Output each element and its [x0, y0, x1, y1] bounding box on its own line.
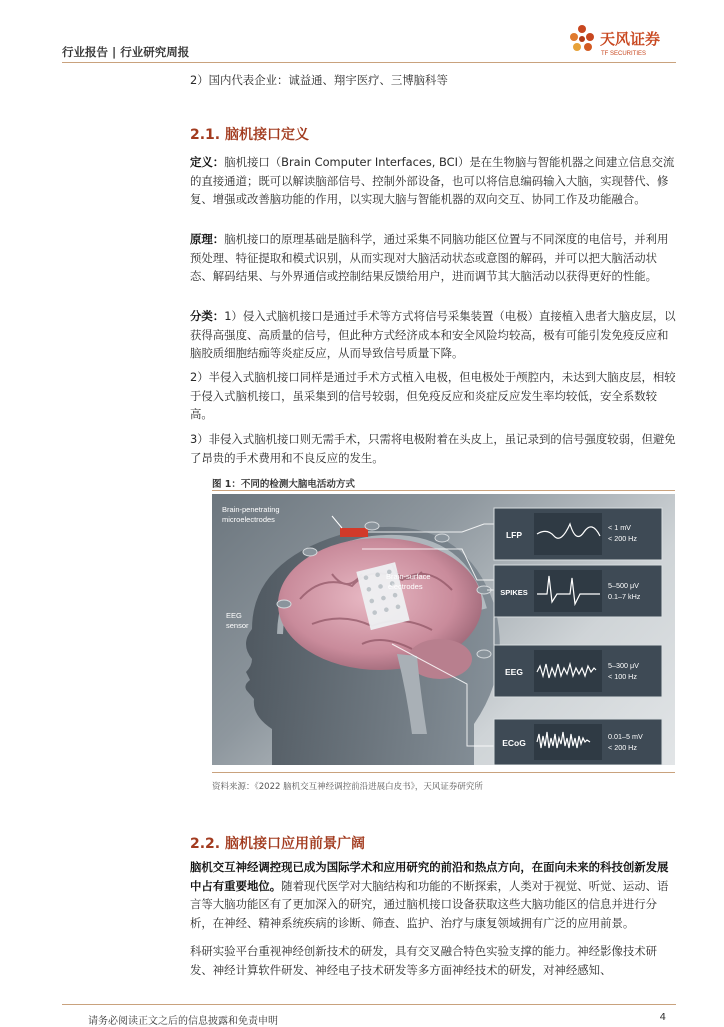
- principle-paragraph: [190, 230, 676, 286]
- signal-name-eeg: EEG: [505, 667, 523, 677]
- label-microelectrodes-2: microelectrodes: [222, 515, 275, 524]
- flower-icon: [570, 25, 594, 51]
- definition-label: 定义：: [190, 155, 225, 169]
- section-title-2-2: 2.2. 脑机接口应用前景广阔: [190, 836, 365, 852]
- non-invasive-paragraph: 3）非侵入式脑机接口则无需手术，只需将电极附着在头皮上，虽记录到的信号强度较弱，但避免了昂贵的手术费用和不良反应的发生。: [190, 432, 676, 465]
- signal-name-ecog: ECoG: [502, 738, 526, 748]
- principle-text: 脑机接口的原理基础是脑科学，通过采集不同脑功能区位置与不同深度的电信号，并利用预处理、特征提取和模式识别，从而实现对大脑活动状态或意图的解码，并可以把大脑活动状态、解码结果、与外界通信或控制结果反馈给用户，进而调节其大脑活动以获得更好的性能。: [190, 232, 669, 283]
- application-paragraph: [190, 858, 676, 932]
- label-eeg-sensor-1: EEG: [226, 611, 242, 620]
- brand-en: TF SECURITIES: [601, 51, 647, 57]
- signal-name-lfp: LFP: [505, 530, 523, 540]
- application-text: 随着现代医学对大脑结构和功能的不断探索，人类对于视觉、听觉、运动、语言等大脑功能区有了更加深入的研究，通过脑机接口设备获取这些大脑功能区的信息并进行分析，在神经、精神系统疾病的诊断、筛查、监护、治疗与康复领域拥有广泛的应用前景。: [190, 878, 669, 930]
- classification-text: 1）侵入式脑机接口是通过手术等方式将信号采集装置（电极）直接植入患者大脑皮层，以获得高强度、高质量的信号，但此种方式经济成本和安全风险均较高，极有可能引发免疫反应和脑胶质细胞结痂等炎症反应，从而导致信号质量下降。: [190, 309, 676, 360]
- figure-top-rule: [212, 490, 675, 491]
- figure-illustration: [212, 494, 675, 765]
- footer-divider: [62, 1004, 676, 1005]
- definition-text: 脑机接口（Brain Computer Interfaces, BCI）是在生物脑与智能机器之间建立信息交流的直接通道；既可以解读脑部信号、控制外部设备，也可以将信息编码输入大脑，实现替代、修复、增强或改善脑功能的作用，以实现大脑与智能机器的双向交互、协同工作及功能融合。: [190, 155, 675, 206]
- label-surface-2: electrodes: [388, 582, 423, 591]
- page-number: 4: [659, 1012, 666, 1023]
- figure-source: 资料来源：《2022 脑机交互神经调控前沿进展白皮书》，天风证券研究所: [212, 782, 483, 792]
- spikes-spec-2: 0.1–7 kHz: [608, 592, 641, 601]
- eeg-spec-1: 5–300 μV: [608, 661, 639, 670]
- label-surface-1: Brain-surface: [386, 572, 431, 581]
- figure-caption: 图 1：不同的检测大脑电活动方式: [212, 479, 355, 490]
- header-divider: [62, 62, 676, 63]
- semi-invasive-paragraph: 2）半侵入式脑机接口同样是通过手术方式植入电极，但电极处于颅腔内，未达到大脑皮层，相较于侵入式脑机接口，虽采集到的信号较弱，但免疫反应和炎症反应发生率均较低，安全系数较高。: [190, 370, 676, 421]
- classification-label: 分类：: [190, 309, 225, 323]
- ecog-spec-1: 0.01–5 mV: [608, 732, 643, 741]
- eeg-spec-2: < 100 Hz: [608, 672, 637, 681]
- definition-paragraph: [190, 153, 676, 209]
- section-title-2-1: 2.1. 脑机接口定义: [190, 127, 309, 143]
- tf-securities-logo: [568, 20, 678, 60]
- signal-panels: [494, 508, 662, 765]
- brand-cn: 天风证券: [600, 30, 661, 48]
- intro-line: 2）国内代表企业：诚益通、翔宇医疗、三博脑科等: [190, 73, 448, 87]
- figure-brain-signals: [212, 494, 675, 765]
- label-eeg-sensor-2: sensor: [226, 621, 249, 630]
- report-type-label: 行业报告 | 行业研究周报: [62, 45, 190, 59]
- spikes-spec-1: 5–500 μV: [608, 581, 639, 590]
- footer-disclaimer: 请务必阅读正文之后的信息披露和免责申明: [88, 1016, 278, 1027]
- label-microelectrodes-1: Brain-penetrating: [222, 505, 280, 514]
- classification-paragraph: [190, 307, 676, 363]
- ecog-spec-2: < 200 Hz: [608, 743, 637, 752]
- microelectrode-array: [340, 528, 368, 537]
- research-platform-paragraph: 科研实验平台重视神经创新技术的研发，具有交叉融合特色实验支撑的能力。神经影像技术研发、神经计算软件研发、神经电子技术研发等多方面神经技术的研发，对神经感知、: [190, 944, 658, 977]
- application-lead: 脑机交互神经调控现已成为国际学术和应用研究的前沿和热点方向，在面向未来的科技创新发展中占有重要地位。: [190, 860, 669, 893]
- lfp-spec-2: < 200 Hz: [608, 534, 637, 543]
- principle-label: 原理：: [190, 232, 225, 246]
- lfp-spec-1: < 1 mV: [608, 523, 631, 532]
- figure-bottom-rule: [212, 772, 675, 773]
- signal-name-spikes: SPIKES: [500, 588, 528, 597]
